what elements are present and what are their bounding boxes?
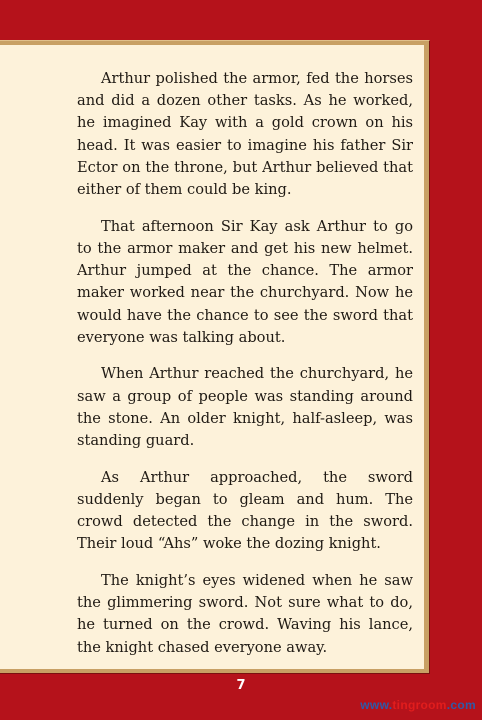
watermark [360,698,476,712]
page-sheet [0,45,424,669]
paragraph-4: As Arthur approached, the sword suddenly began to gleam and hum. The crowd detected the change in the sword. Their loud “Ahs” woke the dozing knight. [77,468,413,553]
paragraph-2: That afternoon Sir Kay ask Arthur to go to the armor maker and get his new helmet. Arthur jumped at the chance. The armor maker worked near the churchyard. Now he would have the chance to see the sword that everyone was talking about. [77,217,413,346]
watermark-main: tingroom [392,698,447,712]
paragraph-3: When Arthur reached the churchyard, he saw a group of people was standing around the stone. An older knight, half-asleep, was standing guard. [77,365,413,450]
watermark-suffix: .com [446,698,476,712]
paragraph-1: Arthur polished the armor, fed the horses and did a dozen other tasks. As he worked, he imagined Kay with a gold crown on his head. It was easier to imagine his father Sir Ector on the throne, but Arthur believed that either of them could be king. [77,70,413,199]
page-number: 7 [236,678,246,693]
watermark-prefix: www. [360,698,393,712]
story-text [77,68,413,673]
page-frame [0,40,430,674]
paragraph-5: The knight’s eyes widened when he saw the glimmering sword. Not sure what to do, he turned on the crowd. Waving his lance, the knight chased everyone away. [77,572,413,656]
